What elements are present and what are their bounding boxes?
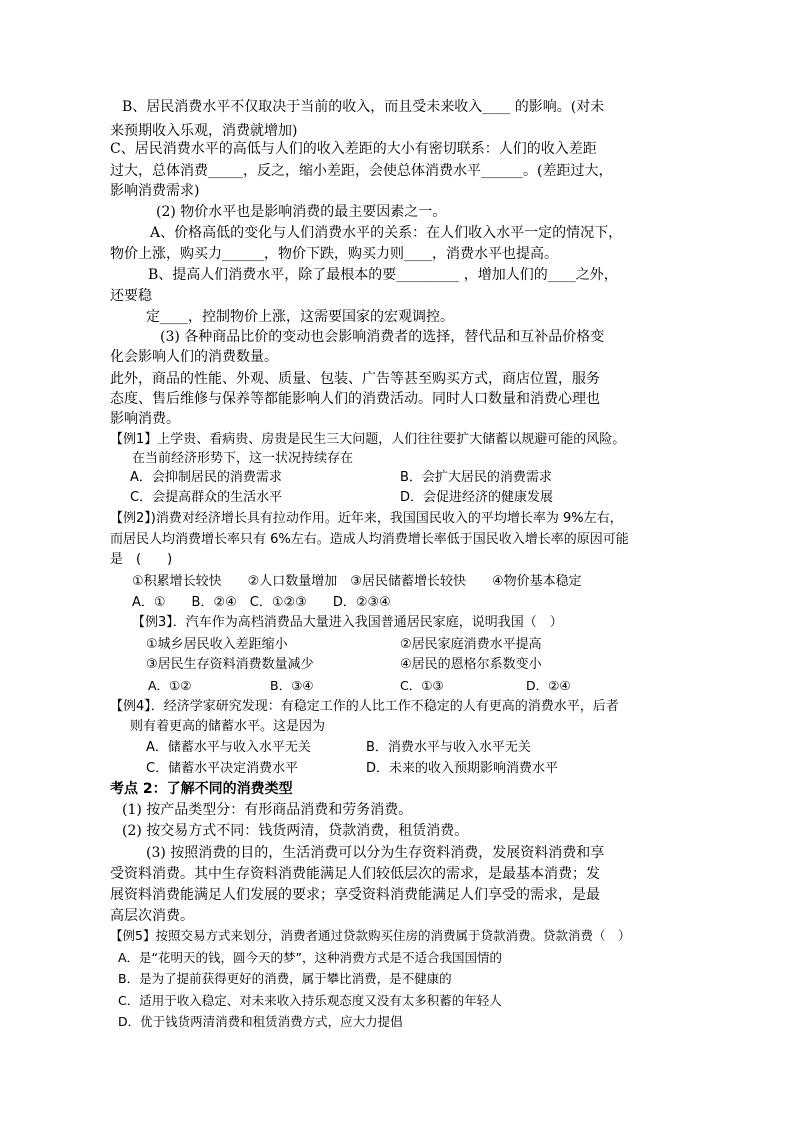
- text-line: 影响消费需求): [110, 183, 200, 199]
- option-d: D．未来的收入预期影响消费水平: [366, 761, 559, 776]
- text-line: 影响消费。: [110, 411, 180, 427]
- text-line: (2) 物价水平也是影响消费的最主要因素之一。: [156, 204, 447, 220]
- text-line: 化会影响人们的消费数量。: [110, 349, 278, 365]
- text-line: B、居民消费水平不仅取决于当前的收入，而且受未来收入____ 的影响。(对未: [122, 99, 605, 115]
- text-line: 则有着更高的储蓄水平。这是因为: [130, 719, 326, 734]
- answer-options: A．① B．②④ C．①②③ D．②③④: [132, 595, 391, 610]
- option-c: C．会提高群众的生活水平: [130, 490, 283, 505]
- choice-item: ②居民家庭消费水平提高: [400, 637, 542, 652]
- text-line: A、价格高低的变化与人们消费水平的关系：在人们收入水平一定的情况下，: [150, 225, 623, 241]
- option-a: A．储蓄水平与收入水平无关: [146, 740, 311, 755]
- text-line: 而居民人均消费增长率只有 6%左右。造成人均消费增长率低于国民收入增长率的原因可能: [110, 532, 629, 547]
- text-line: 展资料消费能满足人们发展的要求；享受资料消费能满足人们享受的需求，是最: [110, 887, 600, 903]
- example-2-question: 【例2】)消费对经济增长具有拉动作用。近年来，我国国民收入的平均增长率为 9%左右，: [110, 511, 623, 526]
- text-line: 物价上涨，购买力______，物价下跌，购买力则____，消费水平也提高。: [110, 246, 558, 262]
- option-a: A．①②: [148, 678, 192, 693]
- text-line: 是 ( ): [110, 552, 173, 567]
- option-d: D．优于钱货两清消费和租赁消费方式，应大力提倡: [118, 1014, 403, 1029]
- option-c: C．适用于收入稳定、对未来收入持乐观态度又没有太多积蓄的年轻人: [118, 993, 502, 1008]
- option-b: B．是为了提前获得更好的消费，属于攀比消费，是不健康的: [118, 971, 452, 986]
- example-4-question: 【例4】．经济学家研究发现：有稳定工作的人比工作不稳定的人有更高的消费水平，后者: [110, 699, 619, 714]
- text-line: 在当前经济形势下，这一状况持续存在: [132, 451, 354, 466]
- option-b: B．会扩大居民的消费需求: [400, 470, 552, 485]
- option-c: C．①③: [400, 678, 444, 693]
- option-c: C．储蓄水平决定消费水平: [146, 761, 299, 776]
- example-1-question: 【例1】上学贵、看病贵、房贵是民生三大问题，人们往往要扩大储蓄以规避可能的风险。: [110, 432, 626, 447]
- option-d: D．②④: [526, 678, 571, 693]
- option-a: A．会抑制居民的消费需求: [130, 470, 282, 485]
- text-line: 过大，总体消费_____，反之，缩小差距，会使总体消费水平______。(差距过大，: [110, 163, 613, 179]
- choice-item: ①城乡居民收入差距缩小: [146, 637, 288, 652]
- text-line: 此外，商品的性能、外观、质量、包装、广告等甚至购买方式，商店位置，服务: [110, 371, 600, 387]
- example-3-question: 【例3】．汽车作为高档消费品大量进入我国普通居民家庭，说明我国（ ）: [132, 615, 563, 630]
- option-a: A．是“花明天的钱，圆今天的梦”，这种消费方式是不适合我国国情的: [118, 950, 503, 965]
- text-line: 还要稳: [110, 288, 152, 304]
- choice-item: ④居民的恩格尔系数变小: [400, 657, 542, 672]
- section-heading: 考点 2：了解不同的消费类型: [110, 781, 293, 797]
- option-d: D．会促进经济的健康发展: [400, 490, 554, 505]
- text-line: 受资料消费。其中生存资料消费能满足人们较低层次的需求，是最基本消费；发: [110, 866, 600, 882]
- text-line: (3) 各种商品比价的变动也会影响消费者的选择，替代品和互补品价格变: [160, 329, 605, 345]
- option-b: B．消费水平与收入水平无关: [366, 740, 531, 755]
- text-line: 态度、售后维修与保养等都能影响人们的消费活动。同时人口数量和消费心理也: [110, 391, 600, 407]
- text-line: 定____，控制物价上涨，这需要国家的宏观调控。: [146, 309, 454, 325]
- text-line: (3) 按照消费的目的，生活消费可以分为生存资料消费，发展资料消费和享: [146, 845, 605, 861]
- choice-items: ①积累增长较快 ②人口数量增加 ③居民储蓄增长较快 ④物价基本稳定: [132, 574, 582, 589]
- text-line: 来预期收入乐观，消费就增加): [110, 123, 298, 139]
- text-line: B、提高人们消费水平，除了最根本的要_________ ，增加人们的____之外，: [148, 267, 618, 283]
- text-line: C、居民消费水平的高低与人们的收入差距的大小有密切联系：人们的收入差距: [110, 141, 597, 157]
- text-line: (2) 按交易方式不同：钱货两清，贷款消费，租赁消费。: [122, 823, 469, 839]
- option-b: B．③④: [270, 678, 314, 693]
- example-5-question: 【例5】按照交易方式来划分，消费者通过贷款购买住房的消费属于贷款消费。贷款消费（ ）: [110, 928, 631, 943]
- text-line: (1) 按产品类型分：有形商品消费和劳务消费。: [122, 802, 413, 818]
- text-line: 高层次消费。: [110, 908, 194, 924]
- choice-item: ③居民生存资料消费数量减少: [146, 657, 314, 672]
